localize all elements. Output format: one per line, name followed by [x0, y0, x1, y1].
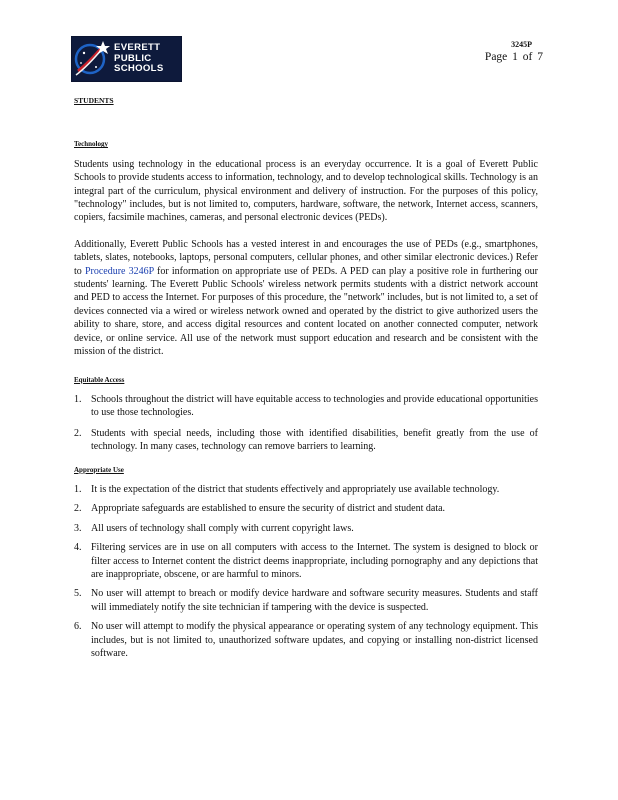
district-logo: [71, 36, 182, 82]
technology-paragraph-2: Additionally, Everett Public Schools has a vested interest in and encourages the use of PEDs (e.g., smartphones, tablets, slates, notebooks, laptops, personal computers, cellular phones, and other similar electronic devices.) Refer to Procedure 3246P for information on appropriate use of PEDs. A PED can play a positive role in furthering our students' learning. The Everett Public Schools' wireless network permits students with a district network account and PED to access the Internet. For purposes of this procedure, the "network" includes, but is not limited to, a set of devices connected via a wired or wireless network owned and operated by the district to give authorized users the ability to share, store, and access digital resources and content located on another connected computer, network device, or online service. All use of the network must support education and research and be consistent with the mission of the district.: [74, 238, 538, 358]
list-item: 2. Students with special needs, including those with identified disabilities, benefit greatly from the use of technology. In many cases, technology can remove barriers to learning.: [74, 427, 538, 453]
list-item: 1. It is the expectation of the district that students effectively and appropriately use available technology.: [74, 483, 500, 495]
list-item: 2. Appropriate safeguards are established to ensure the security of district and student data.: [74, 503, 446, 515]
logo-line-1: EVERETT: [114, 42, 161, 54]
logo-line-2: PUBLIC: [114, 52, 152, 64]
document-title: STUDENTS: [74, 96, 114, 105]
page-current: 1: [512, 51, 518, 63]
list-item: 5. No user will attempt to breach or modify device hardware and software security measures. Students and staff will immediately notify the site technician if tampering with the device is suspected.: [74, 588, 538, 613]
appropriate-use-heading: Appropriate Use: [74, 465, 124, 474]
list-item: 1. Schools throughout the district will have equitable access to technologies and provide educational opportunities to use those technologies.: [74, 393, 538, 419]
page-label: Page: [484, 51, 508, 63]
page-number: [485, 51, 543, 63]
page-total: 7: [537, 51, 543, 63]
technology-section: [74, 138, 538, 358]
equitable-access-list: [74, 393, 538, 454]
appropriate-use-section: [74, 464, 538, 661]
procedure-link[interactable]: Procedure 3246P: [84, 265, 154, 277]
technology-paragraph-1: Students using technology in the educational process is an everyday occurrence. It is a goal of Everett Public Schools to provide students access to information, technology, and to develop technological skills. Technology is an integral part of the curriculum, physical environment and delivery of instruction. For the purposes of this policy, "technology" includes, but is not limited to, computers, hardware, software, the network, Internet access, scanners, copiers, facsimile machines, cameras, and personal electronic devices (PEDs).: [74, 158, 538, 224]
document-body: [74, 94, 538, 670]
logo-line-3: SCHOOLS: [114, 63, 164, 75]
equitable-access-heading: Equitable Access: [74, 375, 125, 384]
appropriate-use-list: [74, 483, 538, 660]
list-item: 6. No user will attempt to modify the physical appearance or operating system of any technology equipment. This includes, but is not limited to, unauthorized software updates, and copying or installing non-district licensed software.: [74, 621, 538, 659]
list-item: 4. Filtering services are in use on all computers with access to the Internet. The system is designed to block or filter access to Internet content the district deems inappropriate, including pornography and any depictions that are inappropriate, obscene, or are harmful to minors.: [74, 542, 538, 580]
logo-text: [114, 43, 164, 75]
equitable-access-section: [74, 374, 538, 454]
list-item: 3. All users of technology shall comply with current copyright laws.: [74, 522, 354, 534]
page-of: of: [522, 51, 533, 63]
document-code: 3245P: [511, 40, 532, 49]
technology-heading: Technology: [74, 140, 108, 149]
rocket-star-icon: [72, 37, 112, 81]
